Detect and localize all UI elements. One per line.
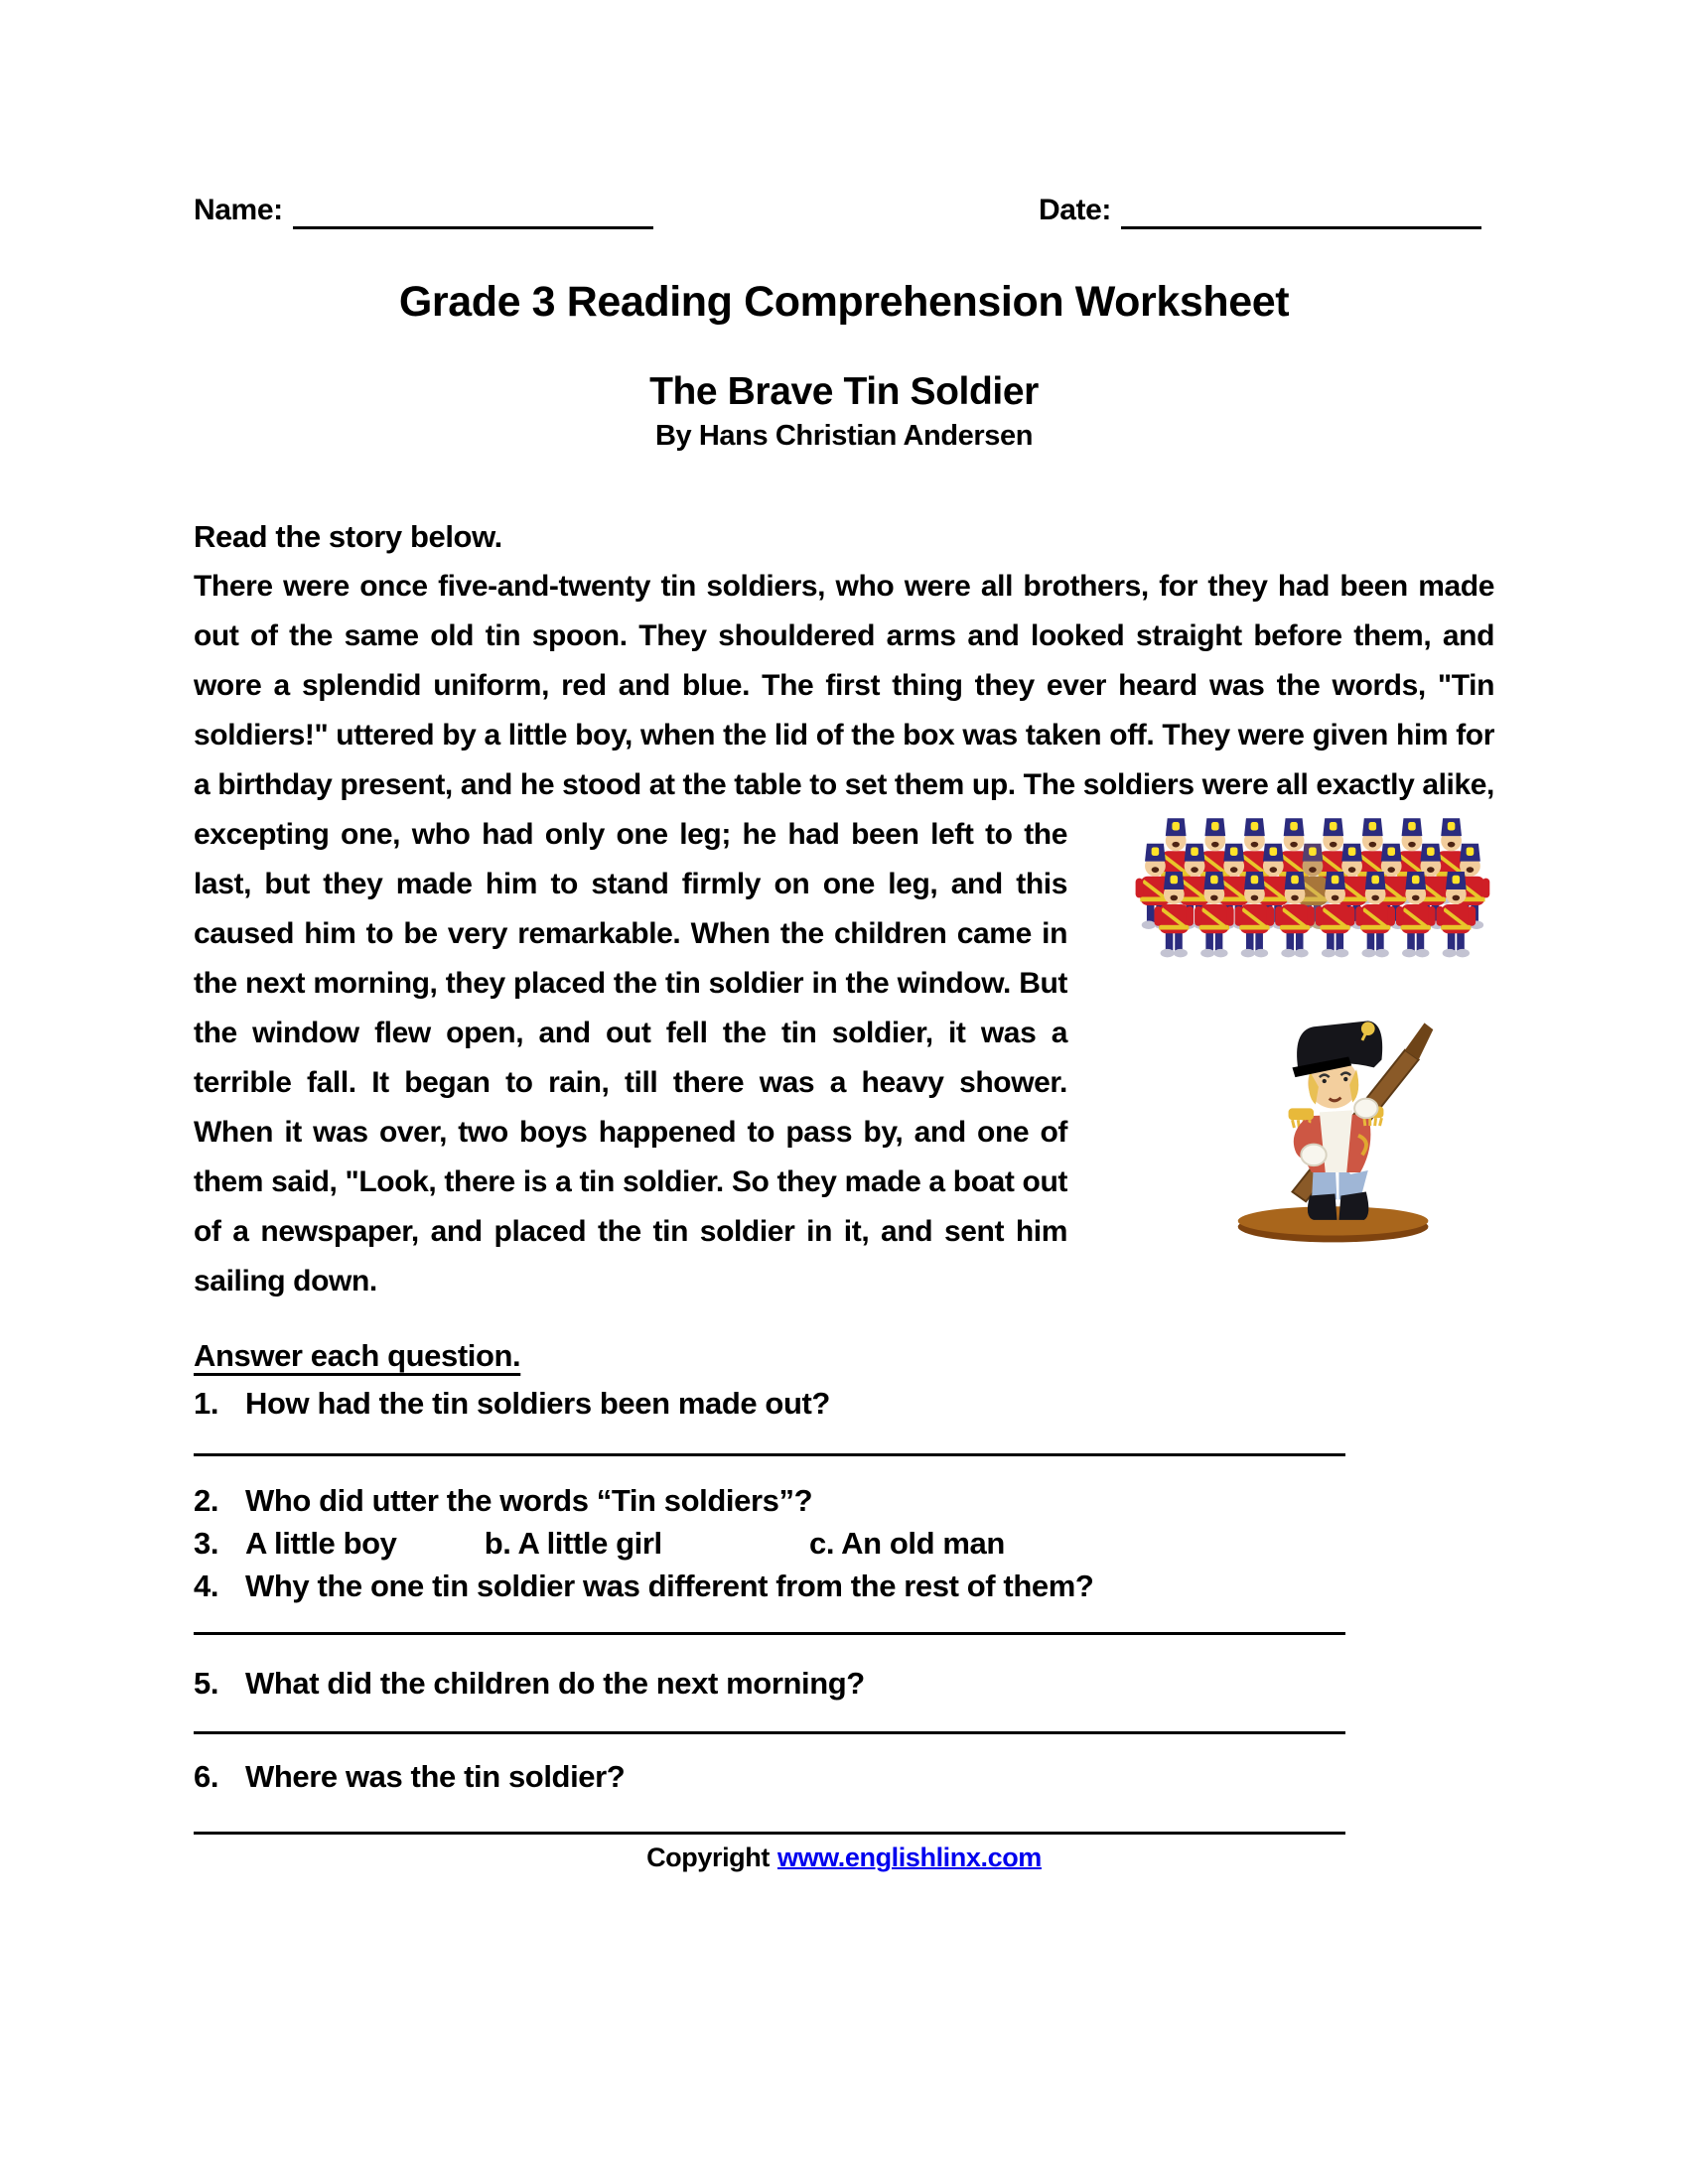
answer-line-1[interactable] (194, 1453, 1345, 1456)
left-boot (1307, 1193, 1336, 1219)
question-number: 1. (194, 1386, 219, 1421)
question-text: What did the children do the next morning? (245, 1666, 865, 1701)
story-text: There were once five-and-twenty tin soldiers, who were all brothers, for they had been made out of the same old tin spoon. They shouldered arms and looked straight before them, and wore a splendid uniform, red and blue. The first thing they ever heard was the words, "Tin soldiers!" uttered by a little boy, when the lid of the box was taken off. They were given him for a birthday present, and he stood at the table to set them up. The soldiers were all exactly alike, excepting one, who had only one leg; he had been left to the last, but they made him to stand firmly on one leg, and this caused him to be very remarkable. When the children came in the next morning, they placed the tin soldier in the window. But the window flew open, and out fell the tin soldier, it was a terrible fall. It began to rain, till there was a heavy shower. When it was over, two boys happened to pass by, and one of them said, "Look, there is a tin soldier. So they made a boat out of a newspaper, and placed the tin soldier in it, and sent him sailing down. (194, 570, 1494, 1297)
question-1 (194, 1384, 1494, 1424)
name-field (194, 192, 653, 229)
question-number: 4. (194, 1569, 219, 1603)
story-section (194, 562, 1494, 1306)
name-blank-line[interactable] (293, 196, 653, 229)
right-glove (1354, 1099, 1377, 1119)
answer-line-2[interactable] (194, 1632, 1345, 1635)
question-2 (194, 1481, 1494, 1521)
question-text: How had the tin soldiers been made out? (245, 1386, 830, 1421)
header (194, 0, 1494, 229)
copyright-label: Copyright (646, 1843, 770, 1872)
answer-line-4[interactable] (194, 1832, 1345, 1835)
tin-soldier-with-rifle-illustration (1224, 1005, 1448, 1248)
story-illustrations (1067, 810, 1494, 1304)
question-options (245, 1524, 1494, 1564)
question-number: 2. (194, 1483, 219, 1518)
question-text: Who did utter the words “Tin soldiers”? (245, 1483, 813, 1518)
question-4 (194, 1567, 1494, 1606)
option-c[interactable]: c. An old man (808, 1526, 1005, 1561)
question-text: Where was the tin soldier? (245, 1759, 626, 1794)
epaulette-left (1288, 1108, 1313, 1120)
tin-soldiers-group-illustration (1129, 814, 1494, 963)
story-byline: By Hans Christian Andersen (654, 420, 1034, 452)
story-title: The Brave Tin Soldier (649, 370, 1039, 413)
copyright-link[interactable]: www.englishlinx.com (776, 1843, 1042, 1872)
date-blank-line[interactable] (1121, 196, 1481, 229)
option-a[interactable]: A little boy (245, 1526, 397, 1561)
left-glove (1301, 1145, 1326, 1166)
date-field (1039, 192, 1481, 229)
jacket-front (1319, 1110, 1351, 1172)
answer-line-3[interactable] (194, 1731, 1345, 1734)
question-number: 5. (194, 1666, 219, 1701)
question-6 (194, 1757, 1494, 1797)
question-5 (194, 1664, 1494, 1704)
answer-questions-heading: Answer each question. (194, 1338, 521, 1373)
footer (194, 1841, 1494, 1874)
worksheet-title: Grade 3 Reading Comprehension Worksheet (398, 278, 1290, 326)
name-label: Name: (194, 194, 283, 226)
right-boot (1338, 1192, 1368, 1220)
read-story-instruction: Read the story below. (194, 519, 502, 554)
question-number: 6. (194, 1759, 219, 1794)
question-3 (194, 1524, 1494, 1564)
option-b[interactable]: b. A little girl (484, 1526, 662, 1561)
date-label: Date: (1038, 194, 1111, 226)
question-number: 3. (194, 1526, 219, 1561)
question-text: Why the one tin soldier was different from the rest of them? (245, 1569, 1094, 1603)
